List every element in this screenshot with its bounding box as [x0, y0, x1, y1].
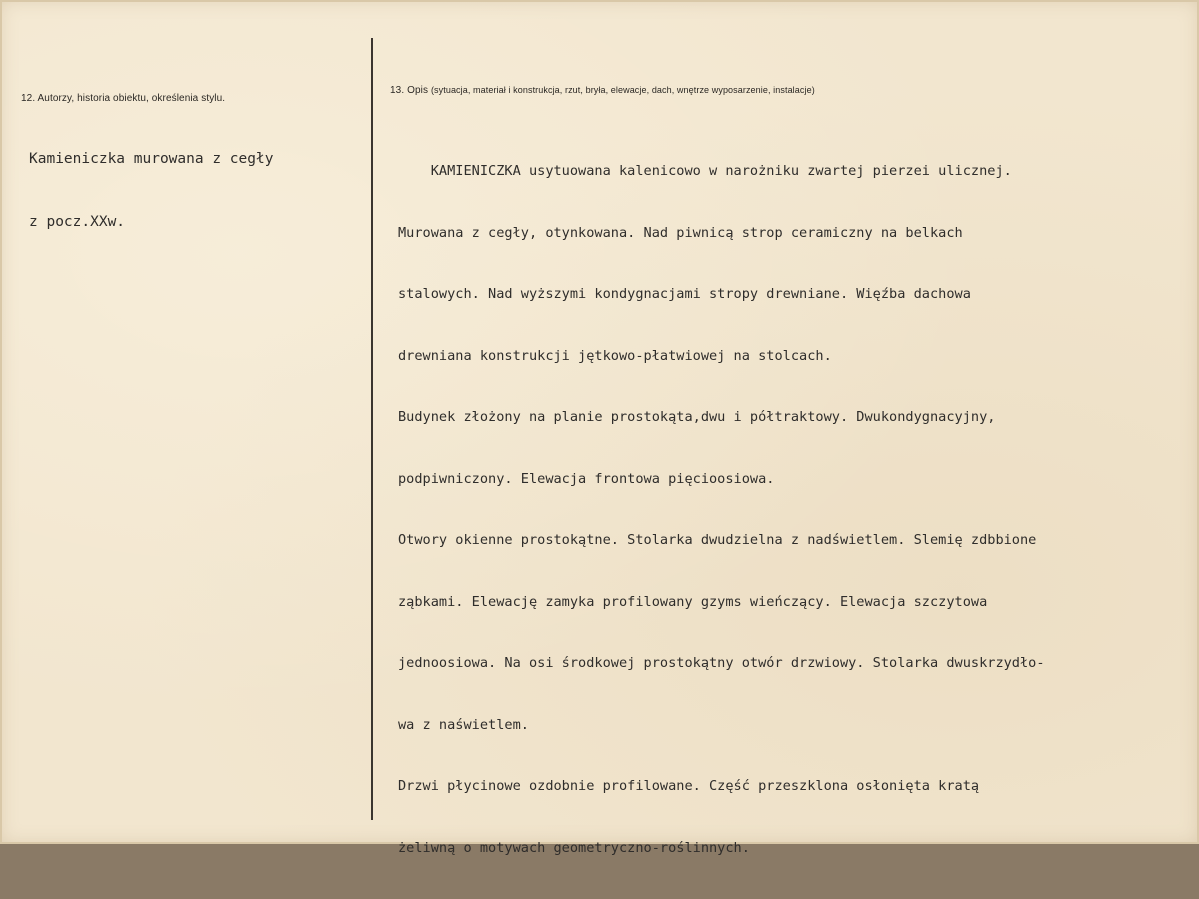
field-13-label-number: 13. Opis	[390, 85, 429, 96]
description-line: jednoosiowa. Na osi środkowej prostokątny otwór drzwiowy. Stolarka dwuskrzydło-	[398, 655, 1045, 671]
field-13-description	[398, 120, 1045, 899]
field-12-line: z pocz.XXw.	[29, 214, 126, 230]
field-12-line: Kamieniczka murowana z cegły	[29, 151, 274, 167]
field-13-label-detail: (sytuacja, materiał i konstrukcja, rzut, bryła, elewacje, dach, wnętrze wyposarzenie, instalacje)	[430, 85, 815, 95]
description-line: wa z naświetlem.	[398, 716, 529, 733]
description-line: Murowana z cegły, otynkowana. Nad piwnicą strop ceramiczny na belkach	[398, 224, 963, 241]
description-line: ząbkami. Elewację zamyka profilowany gzyms wieńczący. Elewacja szczytowa	[398, 593, 988, 610]
field-12-typed-text	[29, 107, 273, 275]
field-12-label: 12. Autorzy, historia obiektu, określenia stylu.	[21, 93, 226, 104]
description-line: drewniana konstrukcji jętkowo-płatwiowej na stolcach.	[398, 347, 832, 364]
description-line: podpiwniczony. Elewacja frontowa pięcioosiowa.	[398, 470, 775, 487]
column-divider	[371, 38, 373, 820]
description-line: stalowych. Nad wyższymi kondygnacjami stropy drewniane. Więźba dachowa	[398, 286, 971, 302]
description-line: Drzwi płycinowe ozdobnie profilowane. Część przeszklona osłonięta kratą	[398, 778, 980, 794]
description-line: KAMIENICZKA usytuowana kalenicowo w narożniku zwartej pierzei ulicznej.	[398, 163, 1012, 179]
field-13-label	[390, 85, 815, 96]
description-line: Budynek złożony na planie prostokąta,dwu i półtraktowy. Dwukondygnacyjny,	[398, 409, 996, 425]
description-line: żeliwną o motywach geometryczno-roślinnych.	[398, 839, 750, 856]
description-line: Otwory okienne prostokątne. Stolarka dwudzielna z nadświetlem. Slemię zdbbione	[398, 532, 1037, 548]
